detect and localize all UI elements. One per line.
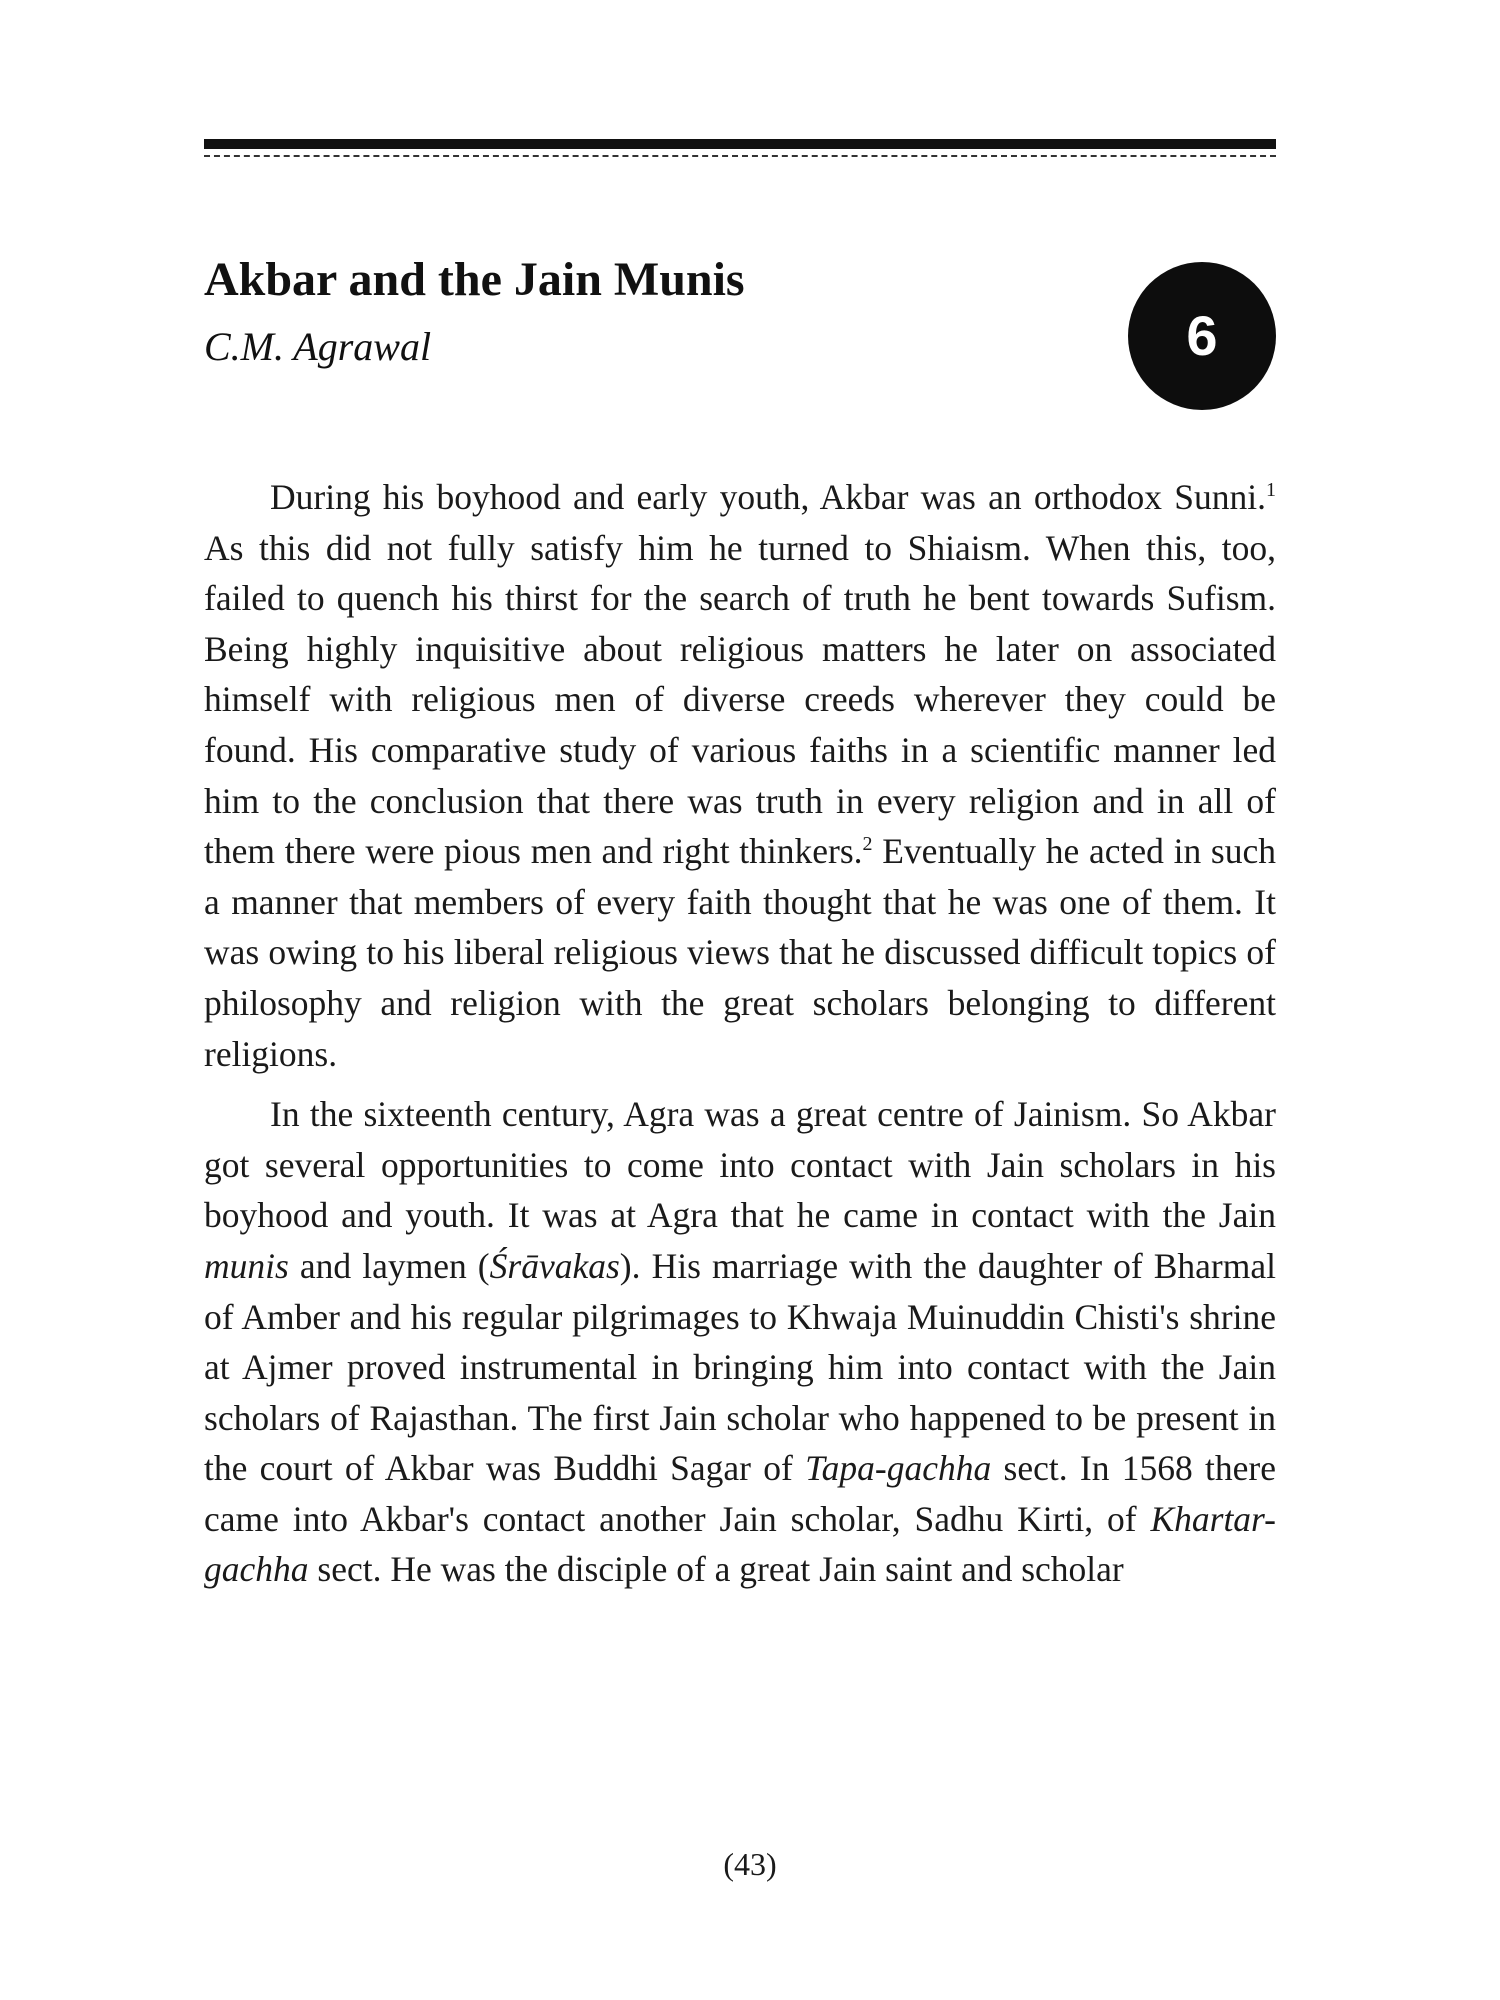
- paragraph-1-text-a: During his boyhood and early youth, Akbar was an orthodox Sunni.: [270, 477, 1266, 517]
- header-rule-thin: [204, 155, 1276, 157]
- term-munis: munis: [204, 1245, 289, 1286]
- paragraph-2-text-b: and laymen (: [288, 1245, 490, 1286]
- header-rule-thick: [204, 139, 1276, 149]
- paragraph-1: [204, 472, 1276, 1079]
- footnote-ref-1: 1: [1266, 479, 1276, 502]
- footnote-ref-2: 2: [862, 833, 873, 856]
- chapter-title: Akbar and the Jain Munis: [204, 253, 745, 306]
- paragraph-2-text-e: sect. He was the disciple of a great Jain saint and scholar: [308, 1549, 1124, 1590]
- term-sravakas: Śrāvakas: [489, 1245, 620, 1286]
- paragraph-2-text-d: sect. In 1568 there came into Akbar's contact another Jain scholar, Sadhu Kirti, of: [204, 1448, 1276, 1539]
- paragraph-1-text-c: Eventually he acted in such a manner that members of every faith thought that he was one of them. It was owing to his liberal religious views that he discussed difficult topics of philosophy and religion with the great scholars belonging to different religions.: [204, 831, 1276, 1074]
- page-number: (43): [723, 1846, 777, 1882]
- term-tapa-gachha: Tapa-gachha: [805, 1448, 992, 1489]
- paragraph-2: [204, 1089, 1276, 1595]
- paragraph-1-text-b: As this did not fully satisfy him he turned to Shiaism. When this, too, failed to quench his thirst for the search of truth he bent towards Sufism. Being highly inquisitive about religious matters he later on associated himself with religious men of diverse creeds wherever they could be found. His comparative study of various faiths in a scientific manner led him to the conclusion that there was truth in every religion and in all of them there were pious men and right thinkers.: [204, 527, 1276, 872]
- body-text: [204, 472, 1276, 1595]
- paragraph-2-text-c: ). His marriage with the daughter of Bharmal of Amber and his regular pilgrimages to Khwaja Muinuddin Chisti's shrine at Ajmer proved instrumental in bringing him into contact with the Jain scholars of Rajasthan. The first Jain scholar who happened to be present in the court of Akbar was Buddhi Sagar of: [204, 1245, 1276, 1489]
- paragraph-2-text-a: In the sixteenth century, Agra was a great centre of Jainism. So Akbar got several opportunities to come into contact with Jain scholars in his boyhood and youth. It was at Agra that he came in contact with the Jain: [204, 1094, 1276, 1236]
- term-khartar-gachha: Khartar-gachha: [204, 1498, 1276, 1590]
- chapter-number-badge: 6: [1128, 262, 1276, 410]
- chapter-author: C.M. Agrawal: [204, 324, 432, 369]
